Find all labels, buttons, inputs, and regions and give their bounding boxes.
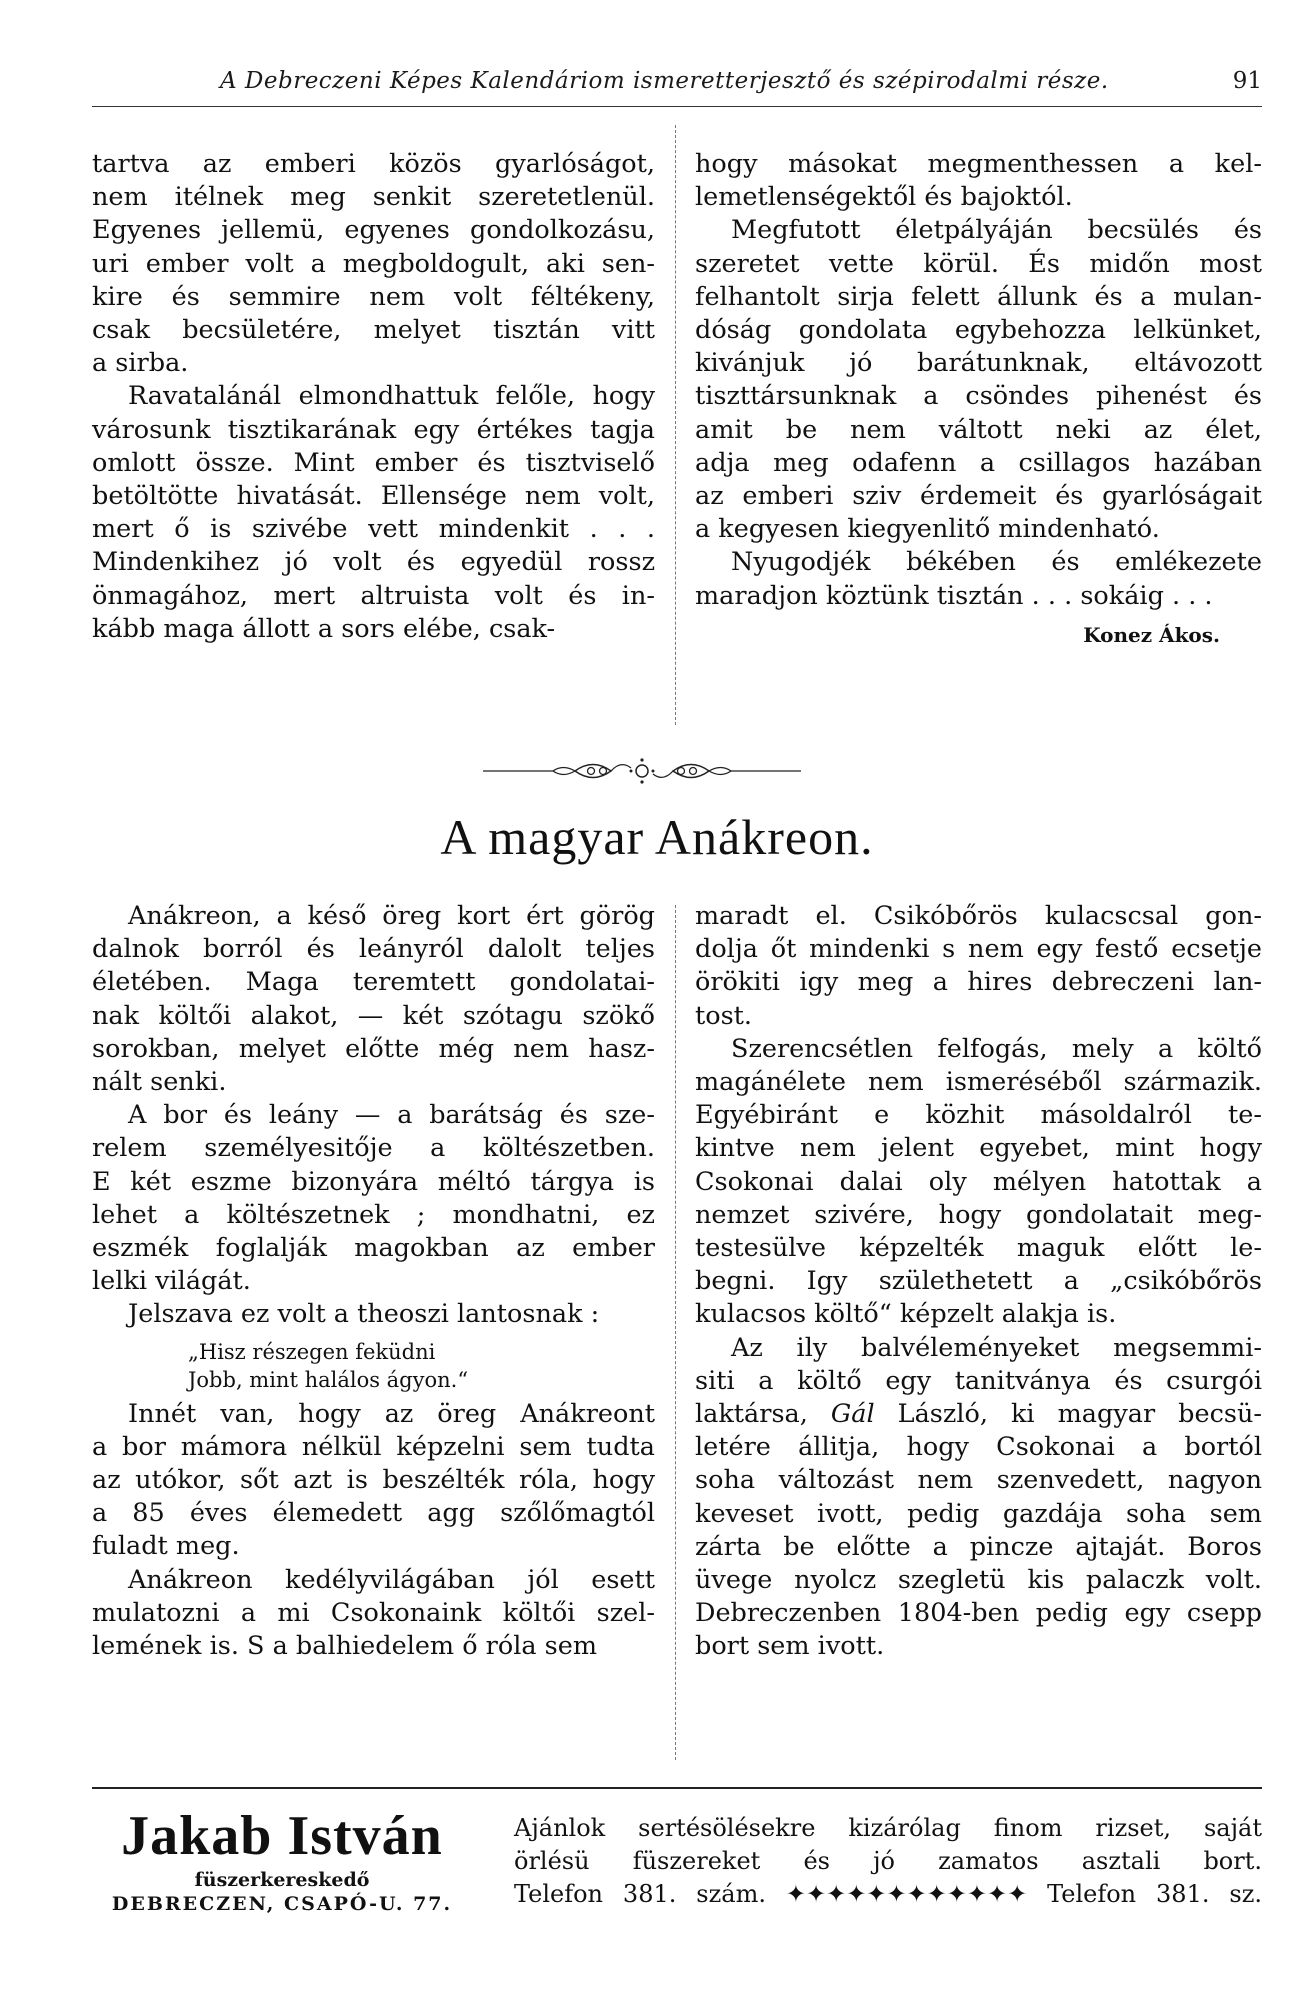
text-line: Egyenes jellemü, egyenes gondolkozásu, [92,215,655,246]
paragraph [92,1398,655,1564]
paragraph [92,1099,655,1298]
text-line: az utókor, sőt azt is beszélték róla, hogy [92,1465,655,1496]
article-right-column [695,900,1262,1664]
text-line: Ravatalánál elmondhattuk felőle, hogy [128,381,655,412]
paragraph [92,380,655,646]
text-line: sorokban, melyet előtte még nem hasz- [92,1033,655,1064]
text-line: Debreczenben 1804-ben pedig egy csepp [695,1598,1262,1629]
emphasized-name: Gál [830,1399,875,1430]
text-line: üvege nyolcz szegletü kis palaczk volt. [695,1565,1262,1596]
paragraph [695,1033,1262,1332]
text-line: nak költői alakot, — két szótagu szökő [92,1000,655,1031]
text-line: nemzet szivére, hogy gondolatait meg- [695,1199,1262,1230]
text-line: uri ember volt a megboldogult, aki sen- [92,248,655,279]
paragraph [695,148,1262,214]
running-header [92,68,1262,104]
text-line: siti a költő egy tanitványa és csurgói [695,1365,1262,1396]
text-line: kire és semmire nem volt féltékeny, [92,281,655,312]
text-line: a 85 éves élemedett agg szőlőmagtól [92,1498,655,1529]
paragraph [695,546,1262,612]
text-line: E két eszme bizonyára méltó tárgya is [92,1166,655,1197]
paragraph [92,148,655,380]
ad-line: Ajánlok sertésölésekre kizárólag finom rizset, saját [514,1814,1262,1842]
text-line: bort sem ivott. [695,1631,885,1662]
text-line: hogy másokat megmenthessen a kel- [695,149,1262,179]
text-line: fuladt meg. [92,1531,240,1562]
text-line: Az ily balvéleményeket megsemmi- [731,1332,1262,1363]
verse-line: Jobb, mint halálos ágyon.“ [188,1367,469,1392]
text-line: szeretet vette körül. És midőn most [695,248,1262,279]
text-line: a sirba. [92,348,189,379]
text-line: kintve nem jelent egyebet, mint hogy [695,1133,1262,1164]
text-line: laktársa, Gál László, ki magyar becsü- [695,1399,1262,1430]
header-rule [92,106,1262,107]
text-line: Anákreon, a késő öreg kort ért görög [128,901,655,931]
text-line: letére állitja, hogy Csokonai a bortól [695,1432,1262,1463]
text-line: Szerencsétlen felfogás, mely a költő [731,1033,1262,1064]
text-line: soha változást nem szenvedett, nagyon [695,1465,1262,1496]
text-line: Egyébiránt e közhit másoldalról te- [695,1100,1262,1131]
verse-line: „Hisz részegen feküdni [188,1339,436,1364]
text-line: felhantolt sirja felett állunk és a mulan- [695,281,1262,312]
text-line: testesülve képzelték maguk előtt le- [695,1233,1262,1264]
text-line: magánélete nem ismeréséből származik. [695,1067,1262,1098]
paragraph [695,1332,1262,1664]
text-line: begni. Igy születhetett a „csikóbőrös [695,1266,1262,1297]
text-line: tartva az emberi közös gyarlóságot, [92,149,655,179]
advertisement-text [514,1812,1262,1911]
article-left-column [92,900,655,1663]
article-title: A magyar Anákreon. [440,809,874,865]
ad-line: Telefon 381. szám. ✦✦✦✦✦✦✦✦✦✦✦✦ Telefon 381. sz. [514,1880,1262,1908]
text-line: tost. [695,1000,753,1031]
text-line: betöltötte hivatását. Ellensége nem volt, [92,481,655,512]
text-line: maradt el. Csikóbőrös kulacscsal gon- [695,901,1262,931]
text-line: önmagához, mert altruista volt és in- [92,580,655,611]
text-line: omlott össze. Mint ember és tisztviselő [92,447,655,478]
text-line: mulatozni a mi Csokonaink költői szel- [92,1597,655,1628]
text-line: relem személyesitője a költészetben. [92,1133,655,1164]
text-line: lelki világát. [92,1266,251,1297]
column-divider [675,905,676,1760]
ornament-divider-icon [483,756,801,786]
text-line: zárta be előtte a pincze ajtaját. Boros [695,1531,1262,1562]
ad-line: örlésü füszereket és jó zamatos asztali bort. [514,1847,1262,1875]
author-signature: Konez Ákos. [1083,622,1220,647]
advertiser-trade: füszerkereskedő [194,1869,370,1891]
text-line: Csokonai dalai oly mélyen hatottak a [695,1166,1262,1197]
obituary-right-column [695,148,1262,652]
quoted-verse [92,1338,655,1394]
text-line: a bor mámora nélkül képzelni sem tudta [92,1431,655,1462]
text-line: dóság gondolata egybehozza lelkünket, [695,315,1262,346]
text-line: eszmék foglalják magokban az ember [92,1233,655,1264]
text-line: lemének is. S a balhiedelem ő róla sem [92,1631,598,1662]
advertiser-name: Jakab István [121,1805,443,1867]
text-line: kivánjuk jó barátunknak, eltávozott [695,348,1262,379]
paragraph [695,214,1262,546]
text-line: A bor és leány — a barátság és sze- [128,1100,655,1131]
text-line: keveset ivott, pedig gazdája soha sem [695,1498,1262,1529]
text-line: Mindenkihez jó volt és egyedül rossz [92,547,655,578]
text-line: csak becsületére, melyet tisztán vitt [92,315,655,346]
advertisement-rule [92,1787,1262,1789]
page-number: 91 [1232,68,1262,94]
advertiser-address: DEBRECZEN, CSAPÓ-U. 77. [111,1893,453,1915]
text-line: maradjon köztünk tisztán . . . sokáig . . . [695,580,1213,611]
text-line: nem itélnek meg senkit szeretetlenül. [92,182,655,213]
text-line: kább maga állott a sors elébe, csak- [92,613,556,644]
text-line: Innét van, hogy az öreg Anákreont [128,1398,655,1429]
text-line: a kegyesen kiegyenlitő mindenható. [695,514,1160,545]
column-divider [675,125,676,725]
text-line: lemetlenségektől és bajoktól. [695,182,1073,213]
text-line: dolja őt mindenki s nem egy festő ecsetje [695,934,1262,965]
running-title: A Debreczeni Képes Kalendáriom ismeretterjesztő és szépirodalmi része. [220,68,1109,94]
text-line: az emberi sziv érdemeit és gyarlóságait [695,481,1262,512]
paragraph [695,900,1262,1033]
text-line: dalnok borról és leányról dalolt teljes [92,934,655,965]
paragraph [92,1564,655,1664]
text-line: adja meg odafenn a csillagos hazában [695,447,1262,478]
paragraph [92,1298,655,1331]
text-line: kulacsos költő“ képzelt alakja is. [695,1299,1117,1330]
text-line: Anákreon kedélyvilágában jól esett [128,1564,655,1595]
text-line: tiszttársunknak a csöndes pihenést és [695,381,1262,412]
text-line: városunk tisztikarának egy értékes tagja [92,414,655,445]
text-line: lehet a költészetnek ; mondhatni, ez [92,1199,655,1230]
text-line: Nyugodjék békében és emlékezete [731,547,1262,578]
text-line: amit be nem váltott neki az élet, [695,414,1262,445]
text-line: nált senki. [92,1067,227,1098]
text-line: örökiti igy meg a hires debreczeni lan- [695,967,1262,998]
paragraph [92,900,655,1099]
text-line: életében. Maga teremtett gondolatai- [92,967,655,998]
text-line: Megfutott életpályáján becsülés és [731,215,1262,246]
advertiser-block [92,1806,472,1916]
obituary-left-column [92,148,655,646]
text-line: mert ő is szivébe vett mindenkit . . . [92,514,655,545]
text-line: Jelszava ez volt a theoszi lantosnak : [128,1299,600,1330]
